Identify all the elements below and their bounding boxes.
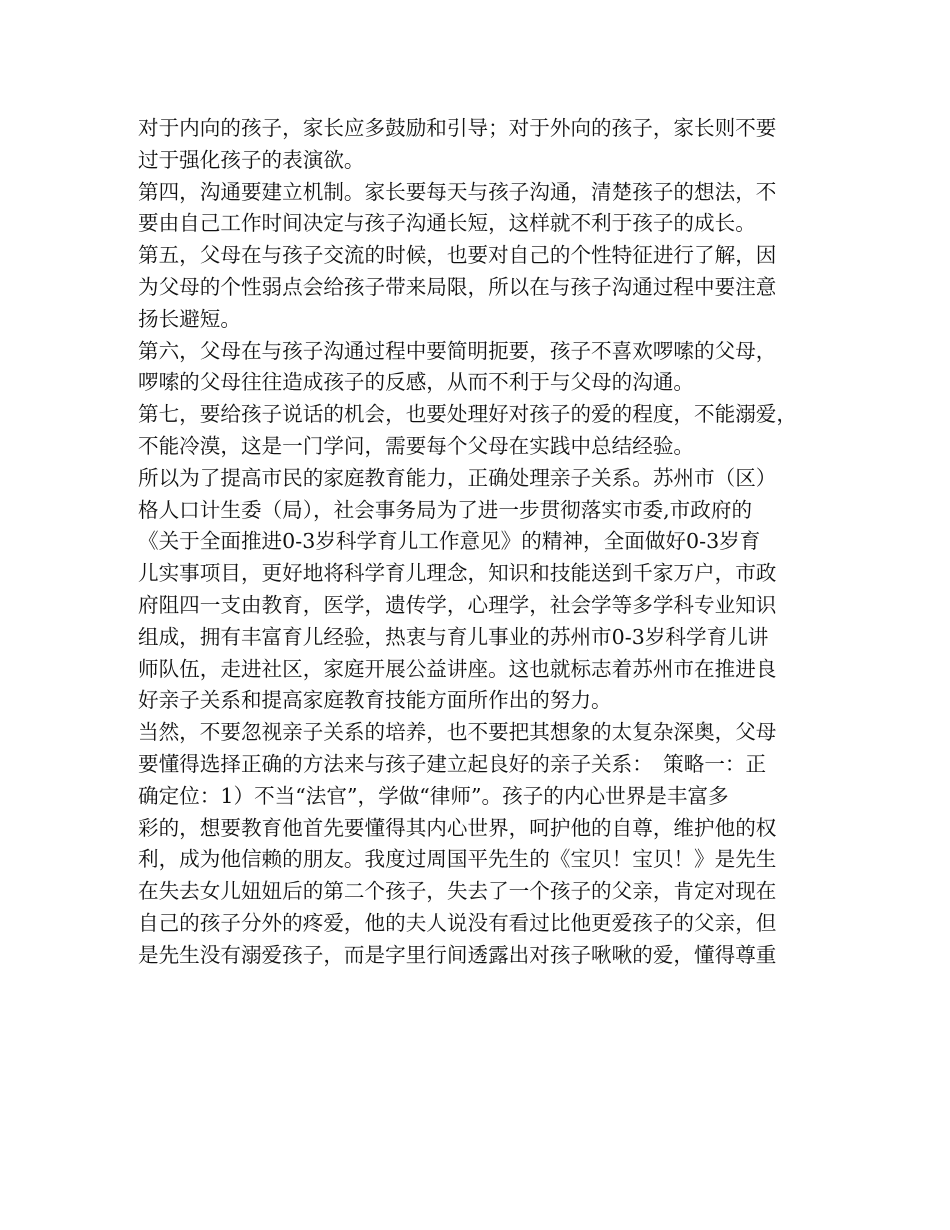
- text-line: 第四，沟通要建立机制。家长要每天与孩子沟通，清楚孩子的想法，不: [138, 179, 777, 204]
- text-line: 师队伍，走进社区，家庭开展公益讲座。这也就标志着苏州市在推进良: [138, 656, 777, 681]
- text-line: 不能冷漠，这是一门学问，需要每个父母在实践中总结经验。: [138, 433, 695, 458]
- text-line: 当然，不要忽视亲子关系的培养，也不要把其想象的太复杂深奥，父母: [138, 720, 777, 745]
- text-line: 在失去女儿妞妞后的第二个孩子，失去了一个孩子的父亲，肯定对现在: [138, 879, 777, 904]
- text-line: 府阻四一支由教育，医学，遗传学，心理学，社会学等多学科专业知识: [138, 592, 777, 617]
- text-line: 组成，拥有丰富育儿经验，热衷与育儿事业的苏州市0-3岁科学育儿讲: [138, 624, 769, 649]
- text-line: 过于强化孩子的表演欲。: [138, 147, 365, 172]
- text-line: 所以为了提高市民的家庭教育能力，正确处理亲子关系。苏州市（区）: [138, 465, 777, 490]
- text-line: 格人口计生委（局），社会事务局为了进一步贯彻落实市委,市政府的: [138, 497, 753, 522]
- text-line: 要懂得选择正确的方法来与孩子建立起良好的亲子关系： 策略一：正: [138, 751, 767, 776]
- text-line: 第五，父母在与孩子交流的时候，也要对自己的个性特征进行了解，因: [138, 243, 777, 268]
- text-line: 扬长避短。: [138, 306, 241, 331]
- text-line: 彩的，想要教育他首先要懂得其内心世界，呵护他的自尊，维护他的权: [138, 815, 777, 840]
- text-line: 要由自己工作时间决定与孩子沟通长短，这样就不利于孩子的成长。: [138, 211, 756, 236]
- text-line: 第六，父母在与孩子沟通过程中要简明扼要，孩子不喜欢啰嗦的父母，: [138, 338, 777, 363]
- text-line: 好亲子关系和提高家庭教育技能方面所作出的努力。: [138, 688, 612, 713]
- body-text: [138, 113, 828, 972]
- text-line: 利，成为他信赖的朋友。我度过周国平先生的《宝贝！宝贝！》是先生: [138, 847, 777, 872]
- text-line: 是先生没有溺爱孩子，而是字里行间透露出对孩子啾啾的爱，懂得尊重: [138, 942, 777, 967]
- text-line: 确定位：1）不当“法官”，学做“律师”。孩子的内心世界是丰富多: [138, 783, 729, 808]
- text-line: 为父母的个性弱点会给孩子带来局限，所以在与孩子沟通过程中要注意: [138, 274, 777, 299]
- text-line: 儿实事项目，更好地将科学育儿理念，知识和技能送到千家万户，市政: [138, 561, 777, 586]
- text-line: 对于内向的孩子，家长应多鼓励和引导；对于外向的孩子，家长则不要: [138, 116, 777, 140]
- text-line: 自己的孩子分外的疼爱，他的夫人说没有看过比他更爱孩子的父亲，但: [138, 910, 777, 935]
- text-line: 《关于全面推进0-3岁科学育儿工作意见》的精神，全面做好0-3岁育: [138, 529, 761, 554]
- text-line: 第七，要给孩子说话的机会，也要处理好对孩子的爱的程度，不能溺爱，: [138, 402, 797, 427]
- text-line: 啰嗦的父母往往造成孩子的反感，从而不利于与父母的沟通。: [138, 370, 695, 395]
